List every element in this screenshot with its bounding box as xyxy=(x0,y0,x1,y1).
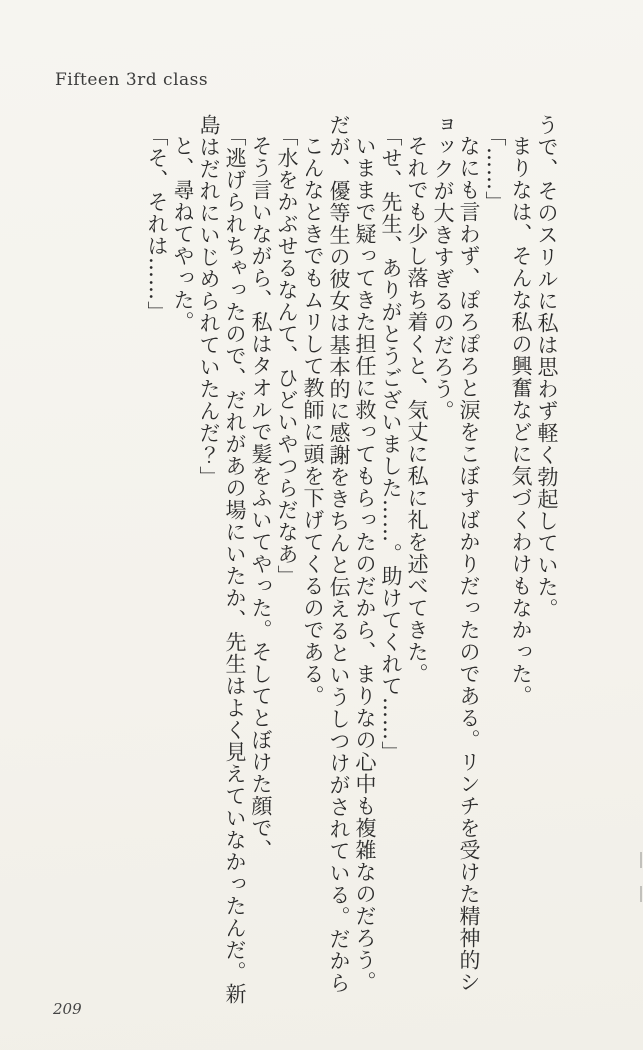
text-column: まりなは、そんな私の興奮などに気づくわけもなかった。 xyxy=(509,135,533,707)
text-column: それでも少し落ち着くと、気丈に私に礼を述べてきた。 xyxy=(405,135,429,685)
running-header: Fifteen 3rd class xyxy=(55,70,209,90)
text-column: と、尋ねてやった。 xyxy=(171,135,195,333)
text-column: 「水をかぶせるなんて、ひどいやつらだなあ」 xyxy=(275,124,299,587)
scan-artifact xyxy=(640,852,642,868)
text-column: だが、優等生の彼女は基本的に感謝をきちんと伝えるというしつけがされている。だから xyxy=(327,114,351,994)
text-column: なにも言わず、ぽろぽろと涙をこぼすばかりだったのである。リンチを受けた精神的シ xyxy=(457,135,481,993)
text-column: 「逃げられちゃったので、だれがあの場にいたか、先生はよく見えていなかったんだ。新 xyxy=(223,124,247,1005)
text-column: 島はだれにいじめられていたんだ？」 xyxy=(197,114,221,488)
text-column: 「……」 xyxy=(483,124,507,213)
text-column: うで、そのスリルに私は思わず軽く勃起していた。 xyxy=(535,114,559,620)
vertical-text-block xyxy=(141,114,562,1014)
text-column: 「そ、それは……」 xyxy=(145,124,169,323)
text-column: そう言いながら、私はタオルで髪をふいてやった。そしてとぼけた顔で、 xyxy=(249,135,273,861)
text-column: ョックが大きすぎるのだろう。 xyxy=(431,114,455,422)
scan-artifact xyxy=(640,886,642,902)
text-column: こんなときでもムリして教師に頭を下げてくるのである。 xyxy=(301,135,325,707)
page-number: 209 xyxy=(53,1000,82,1018)
text-column: いままで疑ってきた担任に救ってもらったのだから、まりなの心中も複雑なのだろう。 xyxy=(353,135,377,993)
text-column: 「せ、先生、ありがとうございました……。助けてくれて……」 xyxy=(379,124,403,763)
